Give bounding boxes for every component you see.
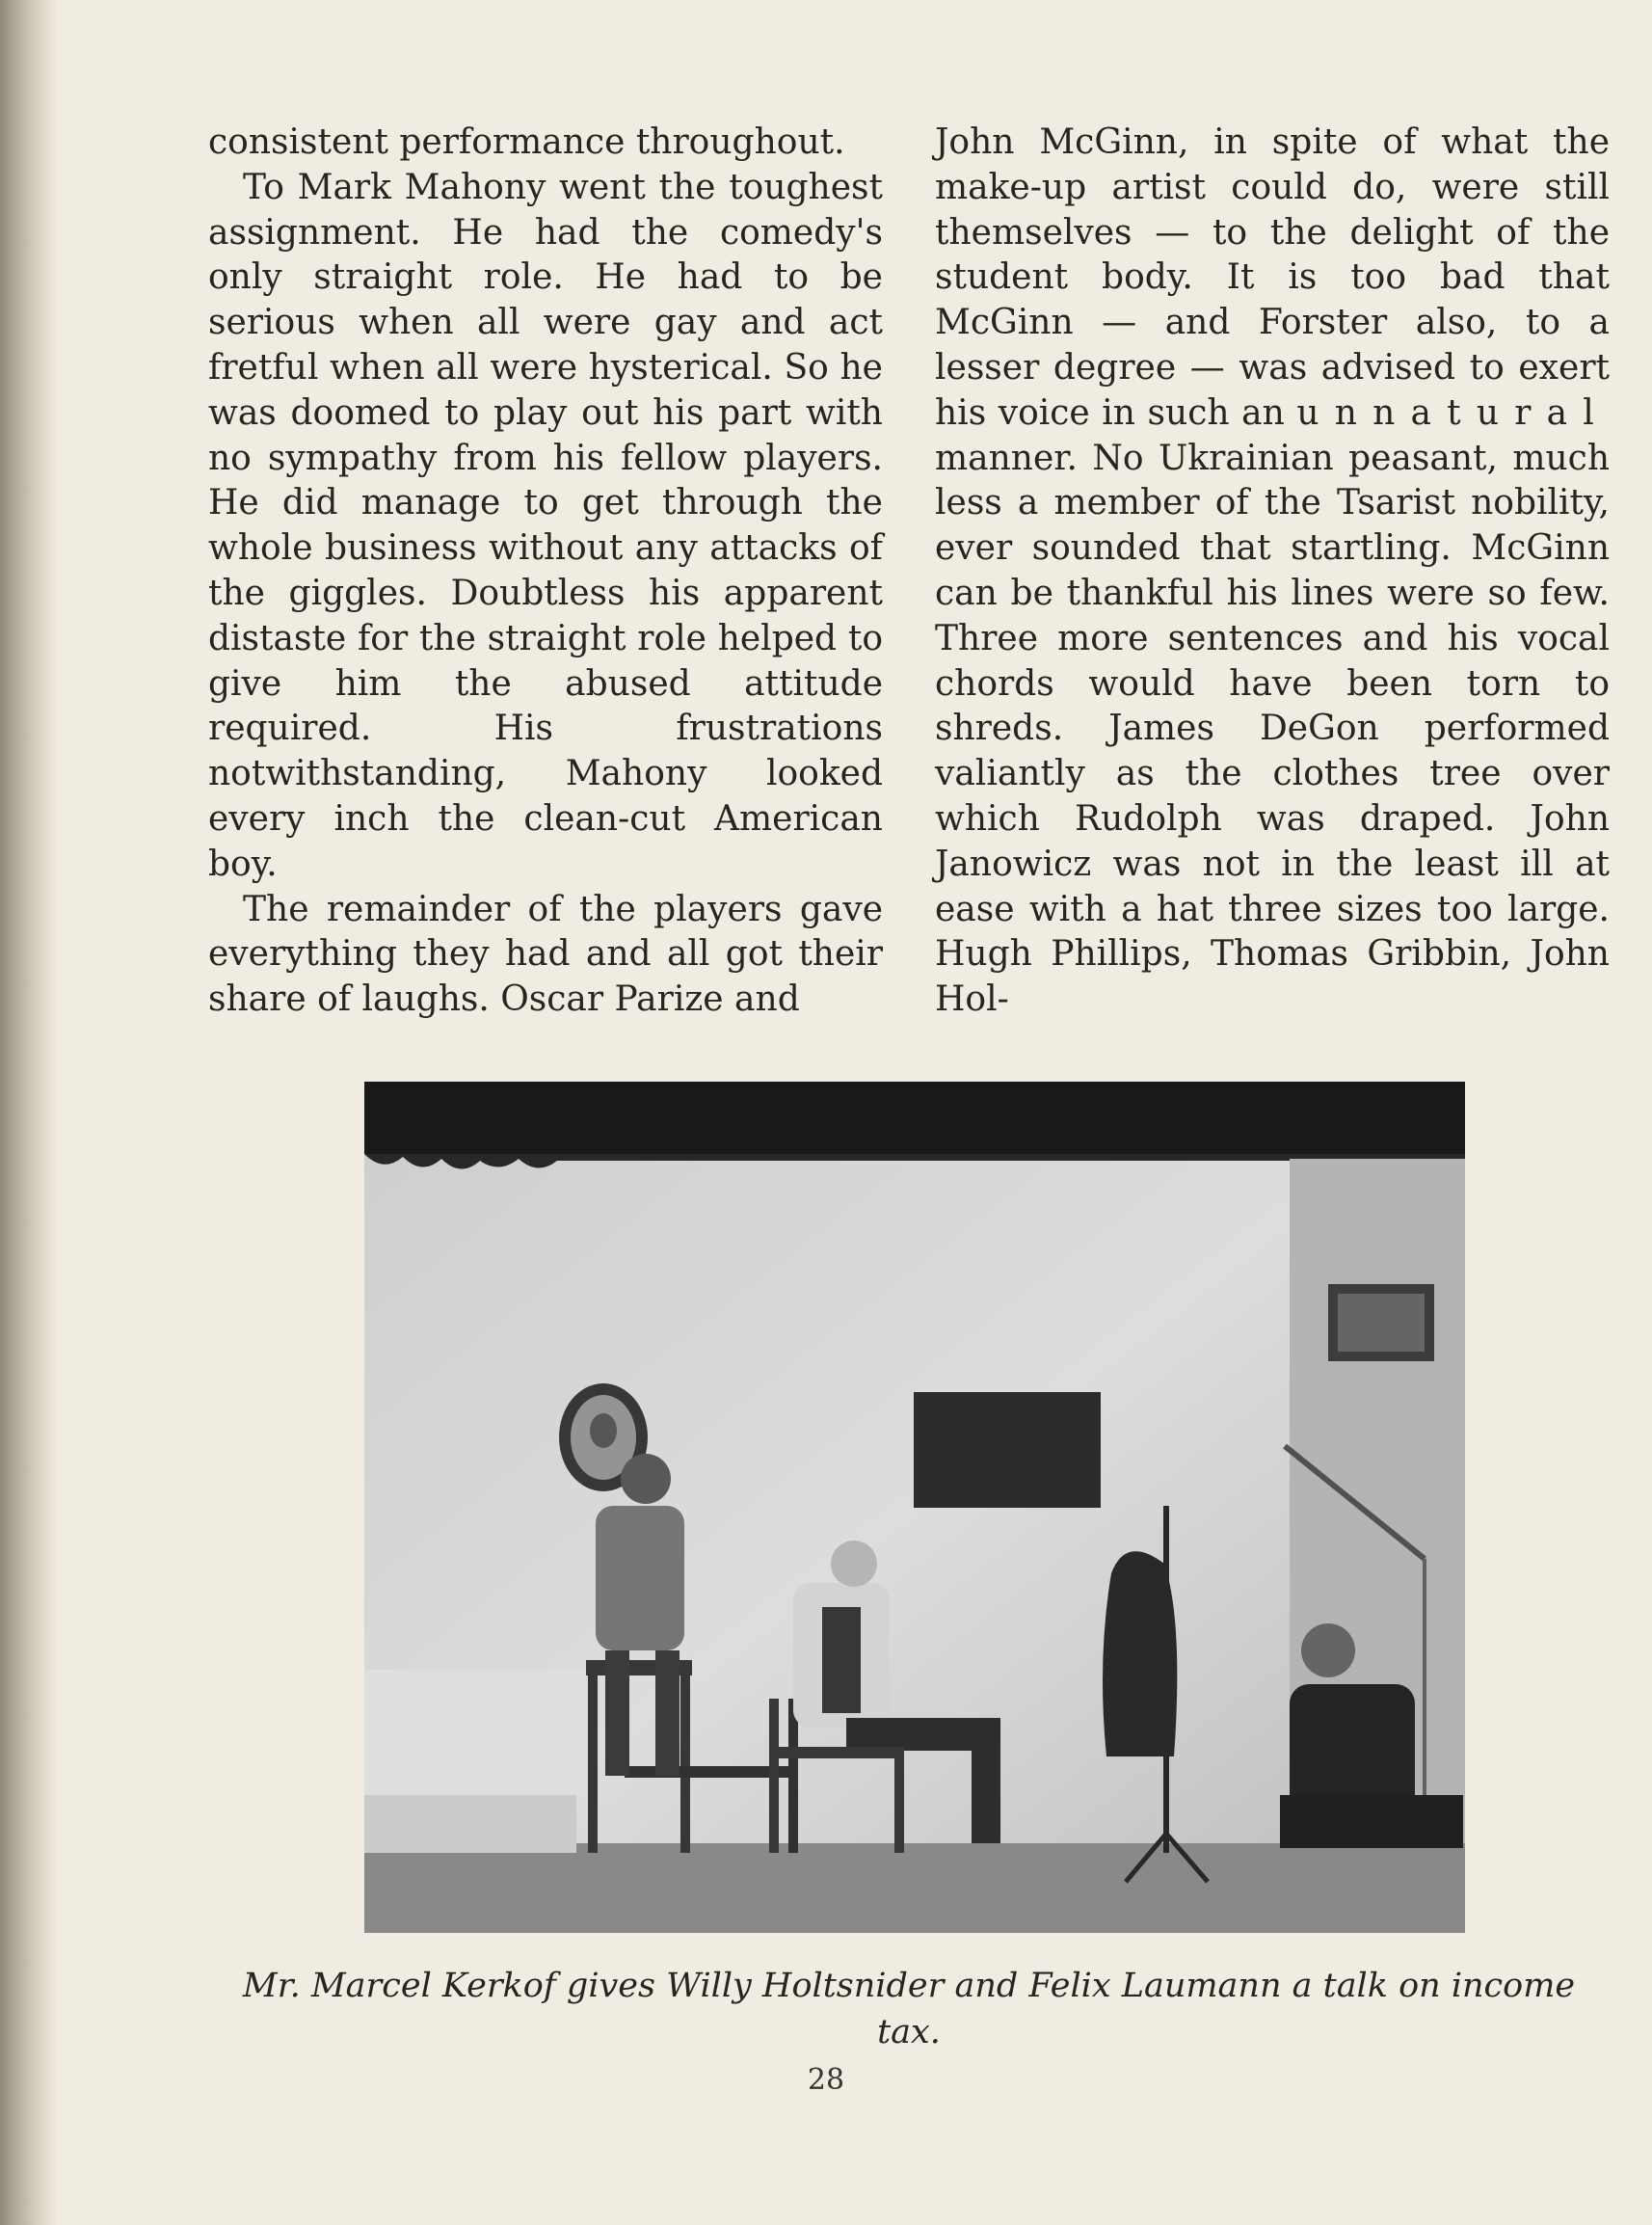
paragraph: consistent performance throughout. [208, 122, 845, 162]
paragraph-text: manner. No Ukrainian peasant, much less a member of the Tsarist nobility, ever sounded that startling. McGinn can be thankful his lines were so few. Three more sentences and his vocal chords would have been torn to shreds. James DeGon performed valiantly as the clothes tree over which Rudolph was draped. John Janowicz was not in the least ill at ease with a hat three sizes too large. Hugh Phillips, Thomas Gribbin, John Hol- [935, 438, 1610, 1020]
article-right-column [935, 121, 1610, 1023]
paragraph-text: John McGinn, in spite of what the make-up artist could do, were still themselves — to the delight of the student body. It is too bad that McGinn — and Forster also, to a lesser degree — was advised to exert his voice in such an [935, 122, 1610, 433]
paragraph [935, 121, 1610, 1023]
stage-photograph [364, 1082, 1465, 1933]
paragraph: To Mark Mahony went the toughest assignment. He had the comedy's only straight role. He had to be serious when all were gay and act fretful when all were hysterical. So he was doomed to play out his part with no sympathy from his fellow players. He did manage to get through the whole business without any attacks of the giggles. Doubtless his apparent distaste for the straight role helped to give him the abused attitude required. His frustrations notwithstanding, Mahony looked every inch the clean-cut American boy. [208, 167, 883, 884]
photo-caption: Mr. Marcel Kerkof gives Willy Holtsnider and Felix Laumann a talk on income tax. [242, 1967, 1576, 2051]
emphasized-word: unnatural [1296, 392, 1610, 433]
article-left-column [208, 121, 883, 1023]
page-number: 28 [807, 2063, 845, 2097]
paragraph: The remainder of the players gave everything they had and all got their share of laughs. Oscar Parize and [208, 889, 883, 1020]
book-gutter-shadow [0, 0, 58, 2225]
